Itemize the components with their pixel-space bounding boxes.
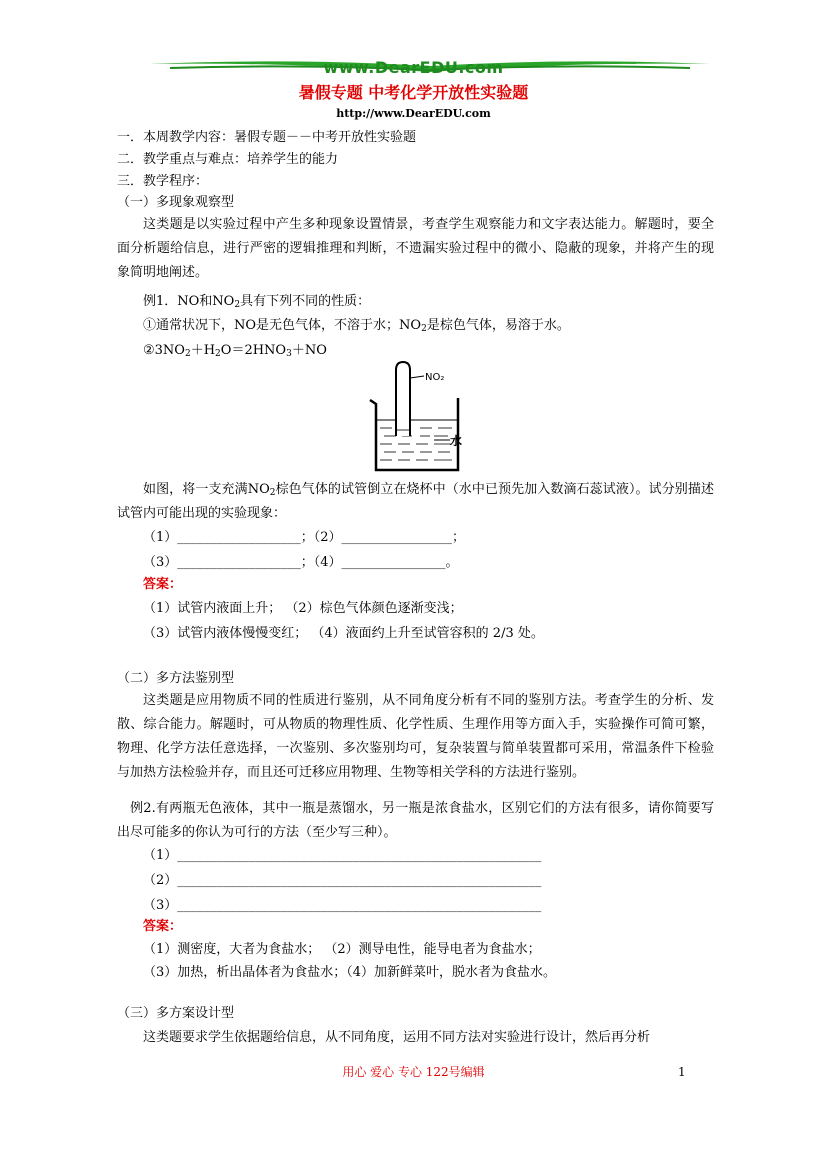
site-logo: www.DearEDU.com (323, 58, 504, 77)
figure-label-water: 水 (450, 434, 463, 448)
example-1-property-1: ①通常状况下，NO是无色气体，不溶于水；$NO_2$是棕色气体，易溶于水。 (143, 318, 570, 334)
example-1-statement: 例1．NO和$NO_2$具有下列不同的性质： (143, 294, 371, 310)
example-2-statement: 例2.有两瓶无色液体，其中一瓶是蒸馏水，另一瓶是浓食盐水，区别它们的方法有很多，请你简要写出尽可能多的你认为可行的方法（至少写三种）。 (117, 801, 714, 840)
example-1-blanks-row-1[interactable]: （1）___________________；（2）_________________； (143, 530, 466, 545)
example-1-answer-label: 答案： (143, 577, 183, 592)
outline-item-1: 一．本周教学内容：暑假专题－－中考开放性实验题 (117, 130, 417, 145)
document-title: 暑假专题 中考化学开放性实验题 (298, 83, 529, 102)
example-1-answer-row-1: （1）试管内液面上升； （2）棕色气体颜色逐渐变浅； (143, 601, 463, 616)
example-1-answer-row-2: （3）试管内液体慢慢变红； （4）液面约上升至试管容积的 2/3 处。 (143, 626, 544, 641)
section-1-intro: 这类题是以实验过程中产生多种现象设置情景，考查学生观察能力和文字表达能力。解题时，要全面分析题给信息，进行严密的逻辑推理和判断，不遗漏实验过程中的微小、隐蔽的现象，并将产生的现象简明地阐述。 (117, 217, 714, 280)
section-2-intro: 这类题是应用物质不同的性质进行鉴别，从不同角度分析有不同的鉴别方法。考查学生的分析、发散、综合能力。解题时，可从物质的物理性质、化学性质、生理作用等方面入手，实验操作可简可繁，物理、化学方法任意选择，一次鉴别、多次鉴别均可，复杂装置与简单装置都可采用，常温条件下检验与加热方法检验并存，而且还可迁移应用物理、生物等相关学科的方法进行鉴别。 (117, 693, 714, 780)
outline-item-3: 三．教学程序： (117, 174, 209, 189)
example-2-answer-label: 答案： (143, 919, 183, 934)
footer-text: 用心 爱心 专心 122号编辑 (342, 1065, 485, 1079)
example-2-blank-3[interactable]: （3）________________________________________________________ (143, 898, 542, 913)
beaker-test-tube-figure (362, 358, 472, 476)
example-2-blank-2[interactable]: （2）________________________________________________________ (143, 873, 542, 888)
page-number: 1 (678, 1065, 686, 1079)
section-3-intro: 这类题要求学生依据题给信息，从不同角度，运用不同方法对实验进行设计，然后再分析 (143, 1030, 651, 1045)
example-1-blanks-row-2[interactable]: （3）___________________；（4）________________。 (143, 555, 459, 570)
section-3-heading: （三）多方案设计型 (117, 1006, 235, 1021)
section-2-heading: （二）多方法鉴别型 (117, 671, 235, 686)
example-2-answer-row-2: （3）加热，析出晶体者为食盐水；（4）加新鲜菜叶，脱水者为食盐水。 (143, 965, 557, 980)
example-1-equation: $②3NO_2+H_2O=2HNO_3+NO$ (143, 343, 327, 359)
example-2-answer-row-1: （1）测密度，大者为食盐水； （2）测导电性，能导电者为食盐水； (143, 942, 541, 957)
section-1-heading: （一）多现象观察型 (117, 195, 235, 210)
figure-label-no2: NO₂ (425, 372, 445, 383)
example-2-blank-1[interactable]: （1）________________________________________________________ (143, 848, 542, 863)
header-url: http://www.DearEDU.com (336, 107, 491, 120)
example-1-description: 如图，将一支充满$NO_2$棕色气体的试管倒立在烧杯中（水中已预先加入数滴石蕊试液）。试分别描述试管内可能出现的实验现象： (117, 482, 714, 521)
outline-item-2: 二．教学重点与难点：培养学生的能力 (117, 152, 339, 167)
